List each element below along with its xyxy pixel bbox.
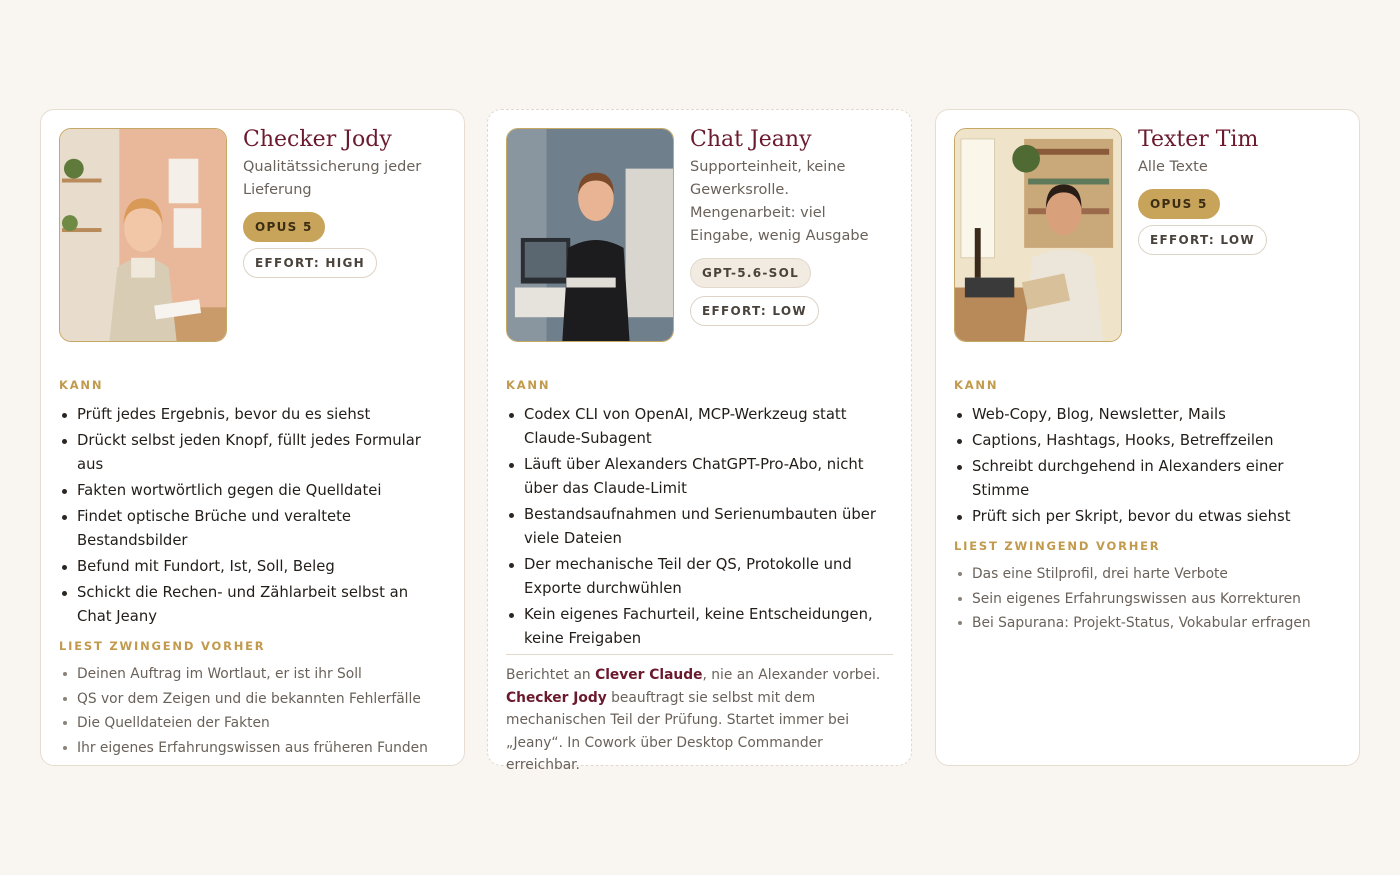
list-item: Befund mit Fundort, Ist, Soll, Beleg bbox=[59, 555, 446, 579]
avatar-photo bbox=[954, 128, 1122, 342]
link-clever-claude: Clever Claude bbox=[595, 667, 703, 683]
agent-role: Qualitätssicherung jeder Lieferung bbox=[243, 159, 422, 198]
model-badge: GPT-5.6-SOL bbox=[690, 258, 811, 288]
model-badge: OPUS 5 bbox=[243, 212, 325, 242]
agent-role: Supporteinheit, keine Gewerksrolle. Mengenarbeit: viel Eingabe, wenig Ausgabe bbox=[690, 159, 869, 244]
list-item: Ihr eigenes Erfahrungswissen aus früheren Funden bbox=[59, 737, 446, 759]
agent-card-chat-jeany bbox=[487, 109, 912, 774]
kann-heading: KANN bbox=[954, 378, 999, 392]
list-item: Das eine Stilprofil, drei harte Verbote bbox=[954, 563, 1341, 585]
list-item: Deinen Auftrag im Wortlaut, er ist ihr Soll bbox=[59, 663, 446, 685]
liest-list bbox=[59, 663, 446, 759]
list-item: Läuft über Alexanders ChatGPT-Pro-Abo, nicht über das Claude-Limit bbox=[506, 453, 893, 501]
kann-list bbox=[954, 403, 1341, 529]
agent-name: Checker Jody bbox=[243, 127, 392, 152]
effort-badge: EFFORT: LOW bbox=[690, 296, 819, 326]
list-item: Prüft jedes Ergebnis, bevor du es siehst bbox=[59, 403, 446, 427]
list-item: Web-Copy, Blog, Newsletter, Mails bbox=[954, 403, 1341, 427]
kann-list bbox=[506, 403, 893, 651]
note-text: Berichtet an bbox=[506, 667, 596, 683]
liest-list bbox=[954, 563, 1341, 634]
kann-heading: KANN bbox=[59, 378, 104, 392]
reporting-note bbox=[506, 654, 893, 777]
agent-name: Chat Jeany bbox=[690, 127, 812, 152]
kann-list bbox=[59, 403, 446, 629]
list-item: Der mechanische Teil der QS, Protokolle und Exporte durchwühlen bbox=[506, 553, 893, 601]
effort-badge: EFFORT: LOW bbox=[1138, 225, 1267, 255]
agent-card-checker-jody bbox=[40, 109, 465, 766]
list-item: Codex CLI von OpenAI, MCP-Werkzeug statt Claude-Subagent bbox=[506, 403, 893, 451]
avatar-photo bbox=[59, 128, 227, 342]
list-item: Bestandsaufnahmen und Serienumbauten über viele Dateien bbox=[506, 503, 893, 551]
list-item: Captions, Hashtags, Hooks, Betreffzeilen bbox=[954, 429, 1341, 453]
note-text: beauftragt sie selbst mit dem mechanischen Teil der Prüfung. Startet immer bei „Jeany“. In Cowork über Desktop Commander erreichbar. bbox=[506, 689, 850, 774]
avatar-photo bbox=[506, 128, 674, 342]
list-item: Sein eigenes Erfahrungswissen aus Korrekturen bbox=[954, 588, 1341, 610]
list-item: Drückt selbst jeden Knopf, füllt jedes Formular aus bbox=[59, 429, 446, 477]
agent-role: Alle Texte bbox=[1138, 159, 1208, 175]
list-item: Fakten wortwörtlich gegen die Quelldatei bbox=[59, 479, 446, 503]
model-badge: OPUS 5 bbox=[1138, 189, 1220, 219]
kann-heading: KANN bbox=[506, 378, 551, 392]
list-item: Bei Sapurana: Projekt-Status, Vokabular erfragen bbox=[954, 612, 1341, 634]
effort-badge: EFFORT: HIGH bbox=[243, 248, 377, 278]
list-item: Kein eigenes Fachurteil, keine Entscheidungen, keine Freigaben bbox=[506, 603, 893, 651]
list-item: Prüft sich per Skript, bevor du etwas siehst bbox=[954, 505, 1341, 529]
link-checker-jody: Checker Jody bbox=[506, 689, 607, 706]
agent-card-texter-tim bbox=[935, 109, 1360, 766]
list-item: Schickt die Rechen- und Zählarbeit selbst an Chat Jeany bbox=[59, 581, 446, 629]
agent-name: Texter Tim bbox=[1138, 127, 1259, 152]
note-text: , nie an Alexander vorbei. bbox=[702, 667, 881, 683]
list-item: Findet optische Brüche und veraltete Bestandsbilder bbox=[59, 505, 446, 553]
list-item: Schreibt durchgehend in Alexanders einer Stimme bbox=[954, 455, 1341, 503]
list-item: Die Quelldateien der Fakten bbox=[59, 712, 446, 734]
list-item: QS vor dem Zeigen und die bekannten Fehlerfälle bbox=[59, 688, 446, 710]
liest-heading: LIEST ZWINGEND VORHER bbox=[59, 639, 266, 653]
liest-heading: LIEST ZWINGEND VORHER bbox=[954, 539, 1161, 553]
